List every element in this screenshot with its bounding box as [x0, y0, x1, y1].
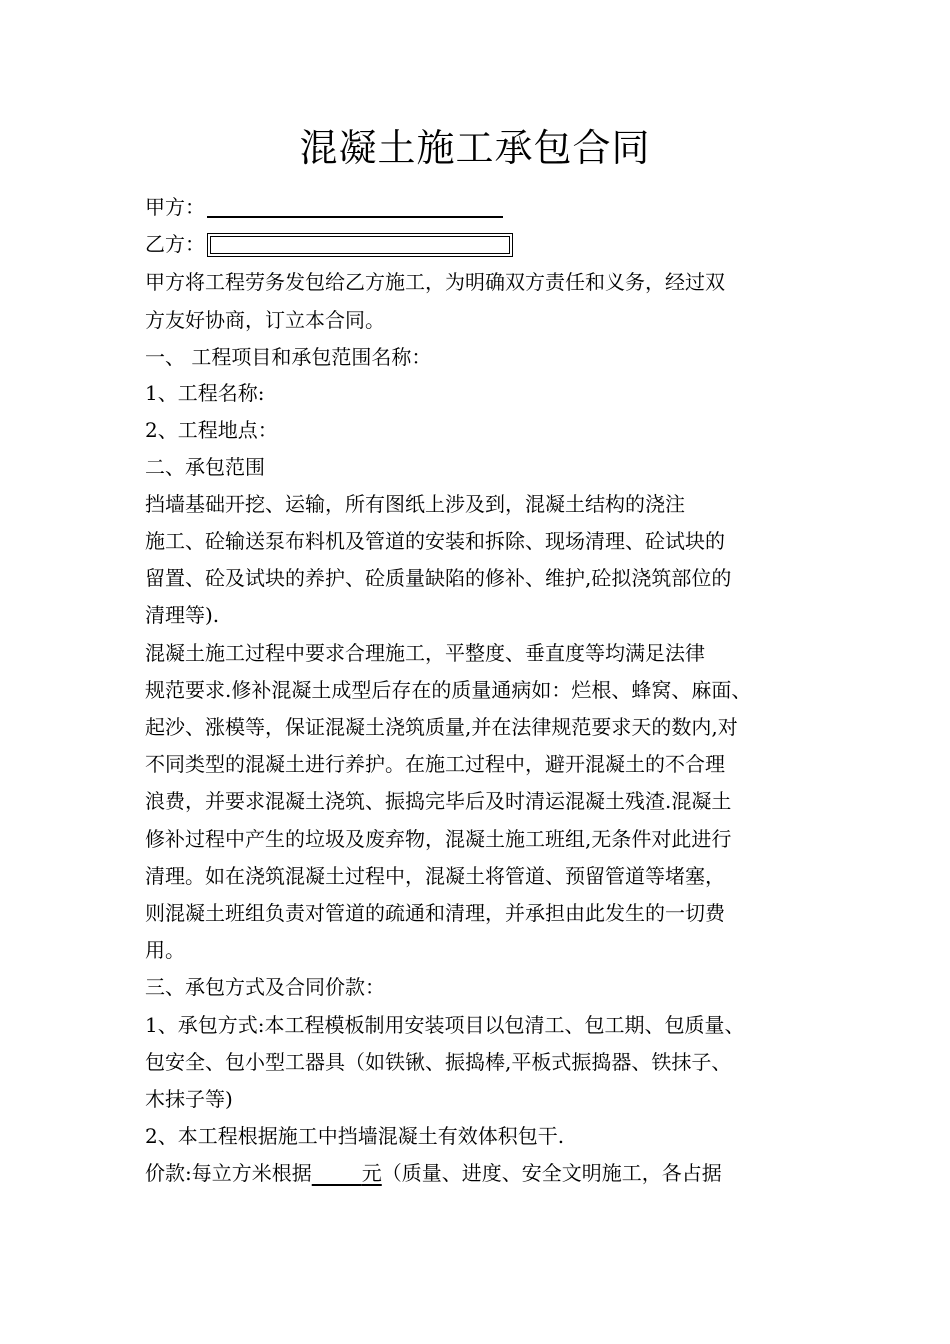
price-blank	[312, 1161, 382, 1185]
party-a-line	[145, 193, 503, 221]
body-line: 甲方将工程劳务发包给乙方施工，为明确双方责任和义务，经过双	[145, 270, 725, 294]
contract-title: 混凝土施工承包合同	[299, 126, 651, 170]
body-line: 则混凝土班组负责对管道的疏通和清理，并承担由此发生的一切费	[145, 901, 725, 925]
body-line: 包安全、包小型工器具（如铁锹、振捣棒,平板式振捣器、铁抹子、	[145, 1050, 732, 1074]
party-b-line	[145, 230, 513, 258]
party-b-blank	[207, 233, 513, 257]
body-line: 挡墙基础开挖、运输，所有图纸上涉及到，混凝土结构的浇注	[145, 492, 685, 516]
body-line: 2、本工程根据施工中挡墙混凝土有效体积包干.	[145, 1124, 565, 1148]
body-line: 方友好协商，订立本合同。	[145, 308, 385, 332]
price-prefix: 价款:每立方米根据	[145, 1161, 312, 1185]
body-line: 混凝土施工过程中要求合理施工，平整度、垂直度等均满足法律	[145, 641, 705, 665]
party-a-blank	[207, 196, 503, 218]
body-line: 清理等).	[145, 603, 220, 627]
body-line: 2、工程地点：	[145, 418, 278, 442]
body-line: 规范要求.修补混凝土成型后存在的质量通病如：烂根、蜂窝、麻面、	[145, 678, 752, 702]
party-a-label: 甲方：	[145, 195, 205, 219]
body-line: 木抹子等)	[145, 1087, 233, 1111]
body-line: 浪费，并要求混凝土浇筑、振捣完毕后及时清运混凝土残渣.混凝土	[145, 789, 732, 813]
body-line: 1、工程名称:	[145, 381, 265, 405]
body-line: 1、承包方式:本工程模板制用安装项目以包清工、包工期、包质量、	[145, 1013, 745, 1037]
body-line: 修补过程中产生的垃圾及废弃物，混凝土施工班组,无条件对此进行	[145, 827, 732, 851]
body-line: 用。	[145, 938, 185, 962]
price-line	[145, 1159, 722, 1187]
body-line: 起沙、涨模等，保证混凝土浇筑质量,并在法律规范要求天的数内,对	[145, 715, 738, 739]
body-line: 不同类型的混凝土进行养护。在施工过程中，避开混凝土的不合理	[145, 752, 725, 776]
party-b-label: 乙方：	[145, 232, 205, 256]
section-heading: 二、承包范围	[145, 455, 265, 479]
section-heading: 一、 工程项目和承包范围名称：	[145, 345, 432, 369]
price-suffix: （质量、进度、安全文明施工，各占据	[381, 1161, 722, 1185]
section-heading: 三、承包方式及合同价款：	[145, 975, 385, 999]
body-line: 留置、砼及试块的养护、砼质量缺陷的修补、维护,砼拟浇筑部位的	[145, 566, 732, 590]
body-line: 施工、砼输送泵布料机及管道的安装和拆除、现场清理、砼试块的	[145, 529, 725, 553]
price-unit: 元	[361, 1161, 382, 1185]
body-line: 清理。如在浇筑混凝土过程中，混凝土将管道、预留管道等堵塞，	[145, 864, 725, 888]
